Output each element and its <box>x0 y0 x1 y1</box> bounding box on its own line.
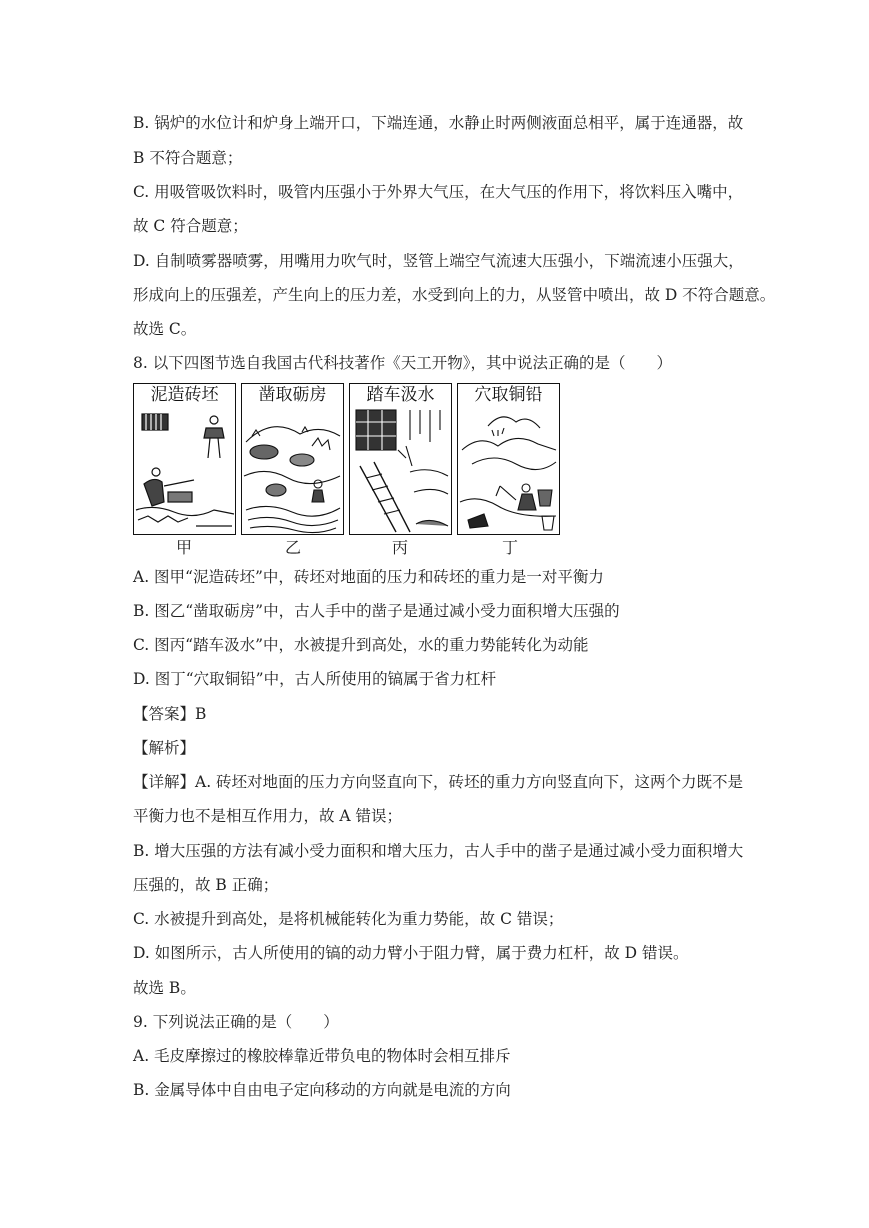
figure-label-yi: 乙 <box>285 538 302 557</box>
text-line: D. 如图所示，古人所使用的镐的动力臂小于阻力臂，属于费力杠杆，故 D 错误。 <box>133 944 689 962</box>
analysis-heading: 【解析】 <box>133 739 196 757</box>
figure-panel-ding <box>457 383 560 535</box>
text-line: D. 自制喷雾器喷雾，用嘴用力吹气时，竖管上端空气流速大压强小，下端流速小压强大， <box>133 252 744 270</box>
text-line: C. 用吸管吸饮料时，吸管内压强小于外界大气压，在大气压的作用下，将饮料压入嘴中， <box>133 183 744 201</box>
mining-copper-lead-illustration <box>458 406 559 534</box>
figure-label-jia: 甲 <box>176 538 193 557</box>
option-d: D. 图丁“穴取铜铅”中，古人所使用的镐属于省力杠杆 <box>133 670 497 688</box>
text-line: B. 增大压强的方法有减小受力面积和增大压力，古人手中的凿子是通过减小受力面积增大 <box>133 842 744 860</box>
option-c: C. 图丙“踏车汲水”中，水被提升到高处，水的重力势能转化为动能 <box>133 636 589 654</box>
question-8-stem: 8. 以下四图节选自我国古代科技著作《天工开物》，其中说法正确的是（ ） <box>133 354 672 372</box>
option-b: B. 金属导体中自由电子定向移动的方向就是电流的方向 <box>133 1081 511 1099</box>
text-line: 故选 B。 <box>133 979 196 997</box>
panel-title: 凿取砺房 <box>258 385 327 405</box>
question-9-stem: 9. 下列说法正确的是（ ） <box>133 1013 339 1031</box>
figure-label-bing: 丙 <box>392 538 409 557</box>
text-line: B 不符合题意； <box>133 149 243 167</box>
treadmill-water-illustration <box>350 406 451 534</box>
option-a: A. 图甲“泥造砖坯”中，砖坯对地面的压力和砖坯的重力是一对平衡力 <box>133 568 604 586</box>
brick-making-illustration <box>134 406 235 534</box>
panel-title: 穴取铜铅 <box>474 385 543 405</box>
text-line: 故 C 符合题意； <box>133 217 248 235</box>
figure-panel-jia <box>133 383 236 535</box>
panel-title: 泥造砖坯 <box>150 385 219 405</box>
text-line: 形成向上的压强差，产生向上的压力差，水受到向上的力，从竖管中喷出，故 D 不符合题意。 <box>133 286 776 304</box>
figure-label-ding: 丁 <box>502 538 519 557</box>
oyster-chiseling-illustration <box>242 406 343 534</box>
answer-line: 【答案】B <box>133 705 207 723</box>
text-line: 故选 C。 <box>133 320 197 338</box>
tiangong-kaiwu-figure <box>133 383 573 536</box>
text-line: B. 锅炉的水位计和炉身上端开口，下端连通，水静止时两侧液面总相平，属于连通器，故 <box>133 114 744 132</box>
figure-panel-yi <box>241 383 344 535</box>
text-line: 【详解】A. 砖坯对地面的压力方向竖直向下，砖坯的重力方向竖直向下，这两个力既不是 <box>133 773 744 791</box>
panel-title: 踏车汲水 <box>366 385 435 405</box>
text-line: 压强的，故 B 正确； <box>133 876 279 894</box>
text-line: 平衡力也不是相互作用力，故 A 错误； <box>133 807 403 825</box>
figure-panel-bing <box>349 383 452 535</box>
option-a: A. 毛皮摩擦过的橡胶棒靠近带负电的物体时会相互排斥 <box>133 1047 511 1065</box>
option-b: B. 图乙“凿取砺房”中，古人手中的凿子是通过减小受力面积增大压强的 <box>133 602 620 620</box>
text-line: C. 水被提升到高处，是将机械能转化为重力势能，故 C 错误； <box>133 910 564 928</box>
